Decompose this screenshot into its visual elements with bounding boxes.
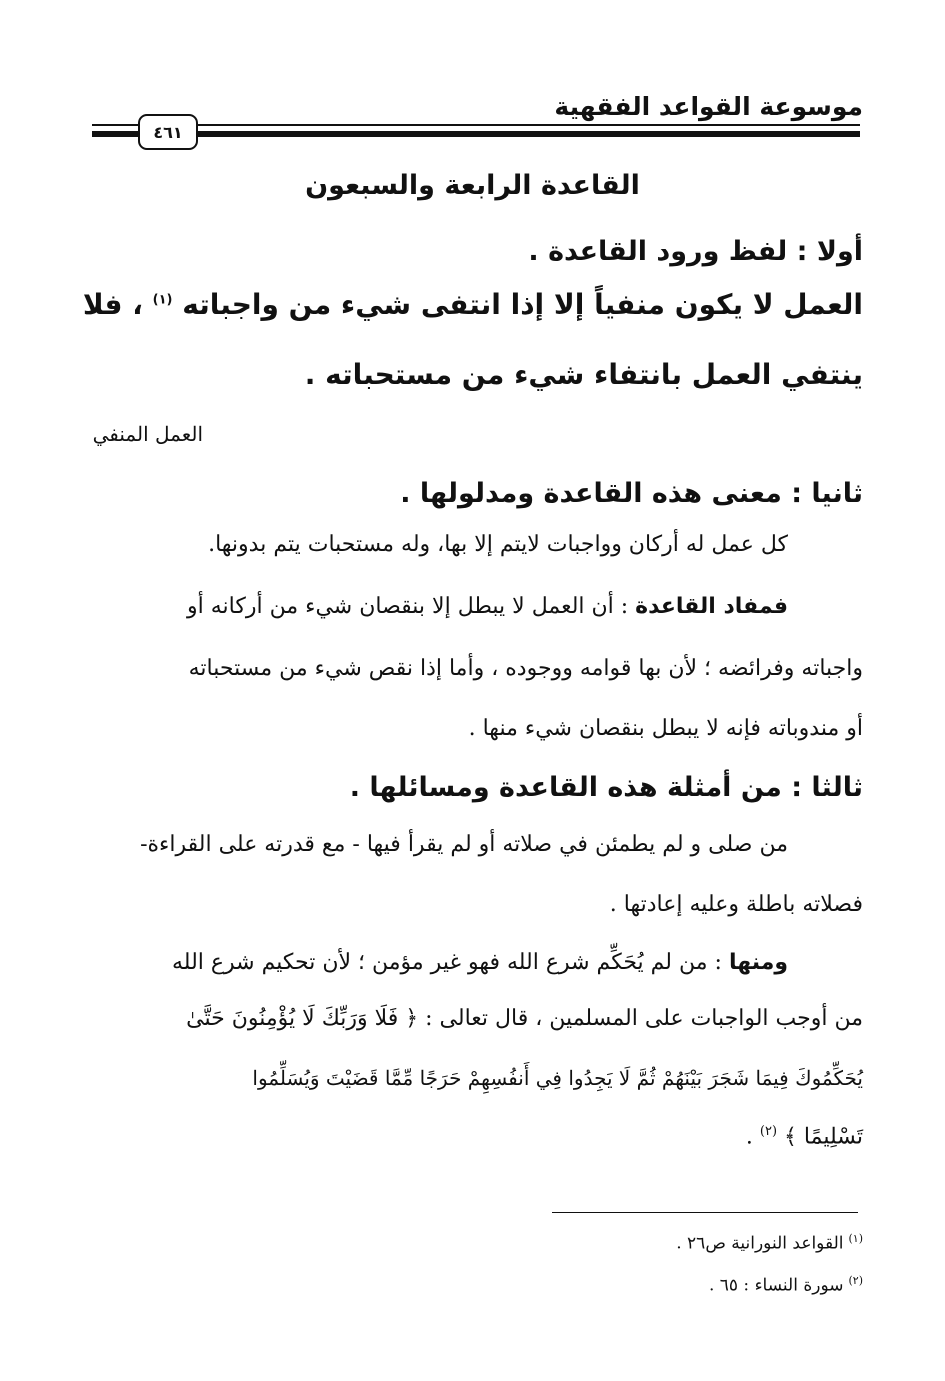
section3-line-4 (186, 1006, 863, 1031)
section2-line-2-rest: : أن العمل لا يبطل إلا بنقصان شيء من أركانه أو (187, 594, 636, 619)
footnote-separator (552, 1212, 858, 1213)
section2-line-4: أو مندوباته فإنه لا يبطل بنقصان شيء منها . (468, 716, 863, 741)
section3-heading: ثالثا : من أمثلة هذه القاعدة ومسائلها . (349, 772, 863, 803)
section2-heading: ثانيا : معنى هذه القاعدة ومدلولها . (400, 478, 863, 509)
section3-lead: ومنها (728, 950, 788, 975)
page-number: ٤٦١ (138, 114, 198, 150)
running-title: موسوعة القواعد الفقهية (554, 92, 863, 121)
footnote-ref-2: (٢) (759, 1124, 778, 1139)
rule-line-2: ينتفي العمل بانتفاء شيء من مستحباته . (304, 358, 863, 391)
quran-text-a: فَلَا وَرَبِّكَ لَا يُؤْمِنُونَ حَتَّىٰ (186, 1006, 399, 1031)
margin-note: العمل المنفي (92, 422, 203, 446)
section2-line-3: واجباته وفرائضه ؛ لأن بها قوامه ووجوده ، وأما إذا نقص شيء من مستحباته (188, 656, 863, 681)
footnote-1 (676, 1232, 863, 1254)
quran-open-bracket: ﴿ (405, 1006, 419, 1031)
header-rule-thick (92, 131, 860, 137)
footnote-1-text: القواعد النورانية ص٢٦ . (676, 1233, 844, 1254)
section3-line-3-rest: : من لم يُحَكِّم شرع الله فهو غير مؤمن ؛ لأن تحكيم شرع الله (172, 950, 729, 975)
header-rule-thin (92, 124, 860, 126)
footnote-1-marker: (١) (848, 1232, 863, 1245)
rule-line-1 (83, 288, 863, 321)
footnote-ref-1: (١) (152, 292, 173, 308)
section2-line-2 (187, 594, 788, 619)
quran-line-end: . (745, 1124, 760, 1150)
section3-line-3 (172, 950, 788, 975)
quran-close-bracket: ﴾ (784, 1124, 797, 1150)
quran-text-c: تَسْلِيمًا (803, 1124, 863, 1150)
quran-line-3 (746, 1124, 863, 1149)
footnote-2-text: سورة النساء : ٦٥ . (708, 1275, 844, 1296)
chapter-title: القاعدة الرابعة والسبعون (305, 170, 640, 201)
section3-line-4-text: من أوجب الواجبات على المسلمين ، قال تعالى : (425, 1006, 863, 1031)
section1-heading: أولا : لفظ ورود القاعدة . (528, 236, 863, 267)
rule-line-1-end: ، فلا (82, 288, 143, 321)
rule-line-1-text: العمل لا يكون منفياً إلا إذا انتفى شيء من واجباته (182, 288, 863, 321)
footnote-2 (709, 1274, 863, 1296)
quran-line-2: يُحَكِّمُوكَ فِيمَا شَجَرَ بَيْنَهُمْ ثُمَّ لَا يَجِدُوا فِي أَنفُسِهِمْ حَرَجًا مِّمَّا قَضَيْتَ وَيُسَلِّمُوا (252, 1066, 863, 1090)
section3-line-1: من صلى و لم يطمئن في صلاته أو لم يقرأ فيها - مع قدرته على القراءة- (140, 832, 788, 857)
footnote-2-marker: (٢) (848, 1274, 863, 1287)
section2-lead: فمفاد القاعدة (635, 594, 788, 619)
section2-line-1: كل عمل له أركان وواجبات لايتم إلا بها، وله مستحبات يتم بدونها. (208, 532, 788, 557)
section3-line-2: فصلاته باطلة وعليه إعادتها . (609, 892, 863, 917)
